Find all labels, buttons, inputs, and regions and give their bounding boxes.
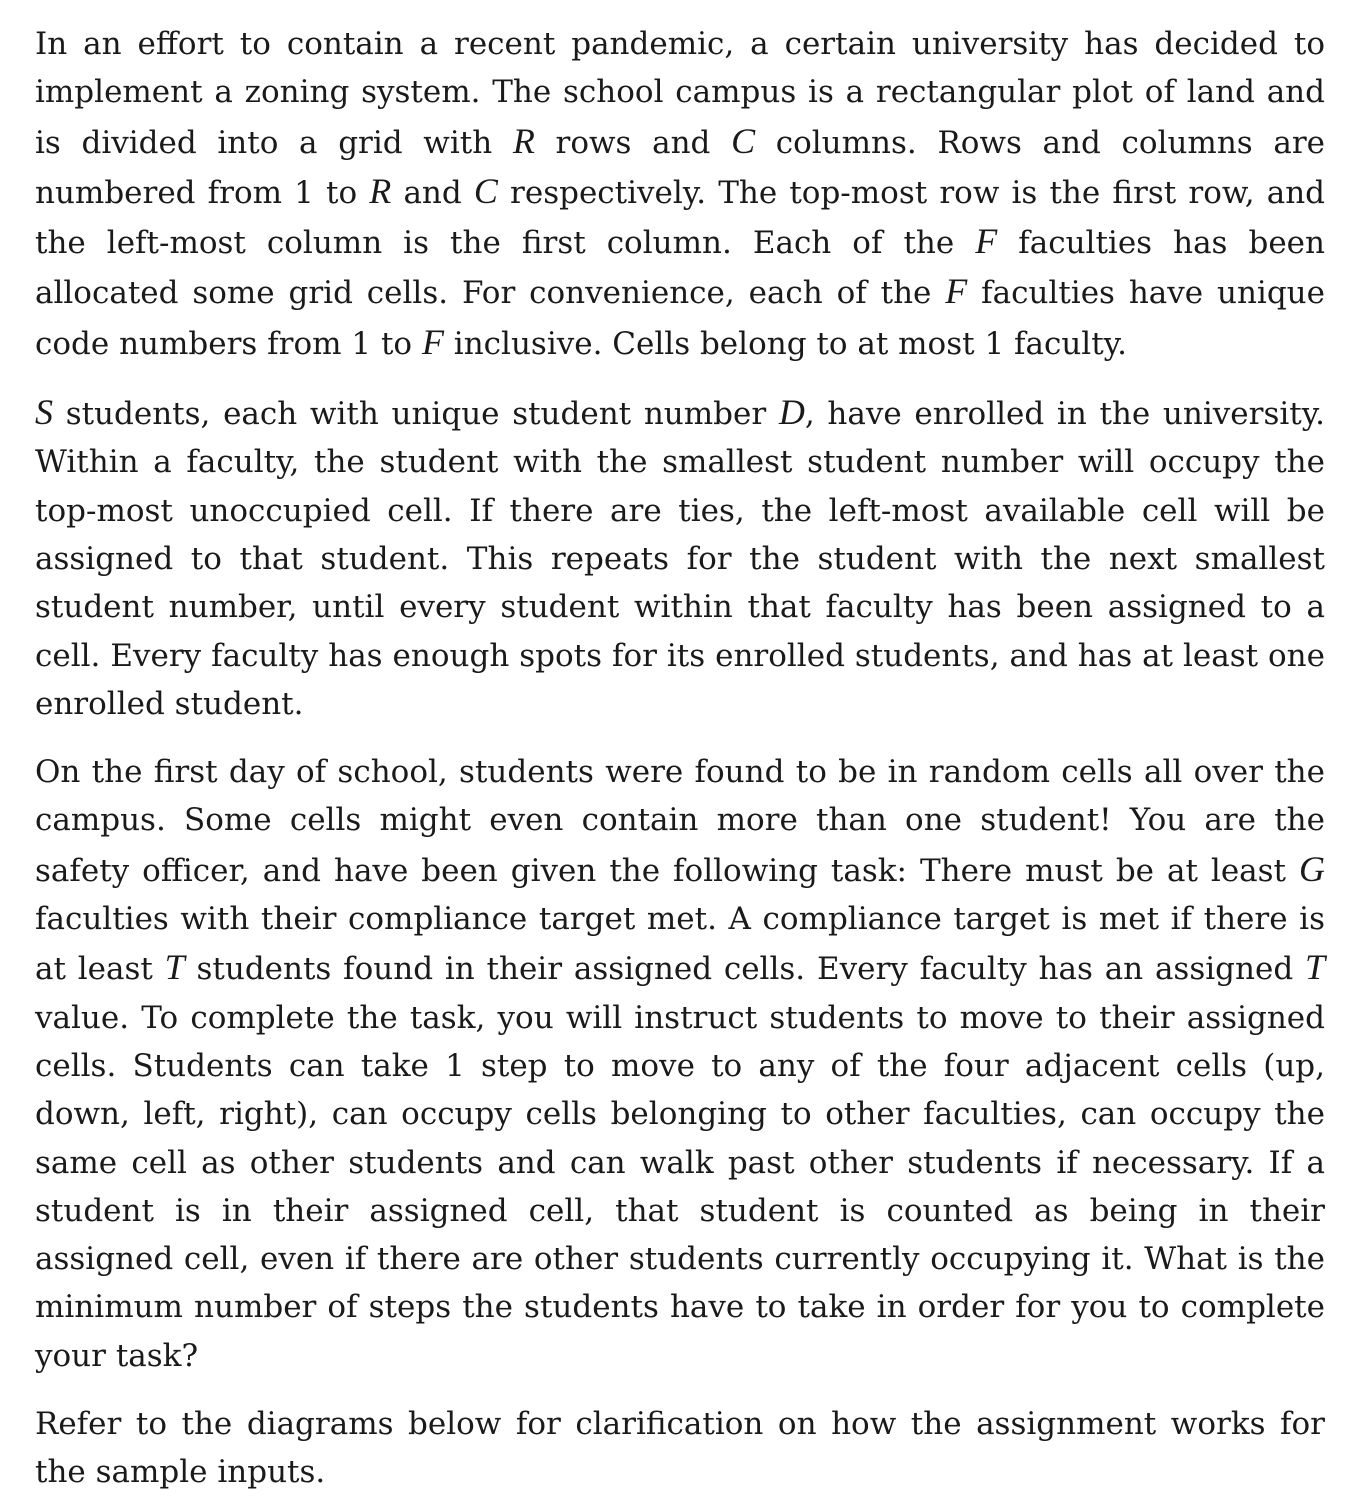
math-variable-r: R bbox=[512, 120, 535, 161]
text-run: In an effort to contain a recent pandemic, a certain university has decided to implement a zoning system. The school campus is a rectangular plot of land and is divided into a grid with bbox=[35, 26, 1325, 161]
text-run: students found in their assigned cells. Every faculty has an assigned bbox=[184, 951, 1305, 988]
text-run: respectively. The top-most row is the first row, and the left-most column is the first column. Each of the bbox=[35, 174, 1326, 262]
paragraph-zoning bbox=[35, 20, 1325, 368]
math-variable-c: C bbox=[731, 120, 756, 161]
text-run: value. To complete the task, you will instruct students to move to their assigned cells. Students can take 1 step to move to any of the four adjacent cells (up, down, left, right), can occupy cells belonging to other faculties, can occupy the same cell as other students and can walk past other students if necessary. If a student is in their assigned cell, that student is counted as being in their assigned cell, even if there are other students currently occupying it. What is the minimum number of steps the students have to take in order for you to complete your task? bbox=[35, 999, 1325, 1374]
text-run: columns. Rows and columns are numbered from 1 to bbox=[35, 124, 1326, 211]
math-variable-c: C bbox=[473, 170, 498, 211]
problem-statement bbox=[35, 20, 1325, 1497]
text-run: , have enrolled in the university. Within a faculty, the student with the smallest student number will occupy the top-most unoccupied cell. If there are ties, the left-most available cell will be assigned to that student. This repeats for the student with the next smallest student number, until every student within that faculty has been assigned to a cell. Every faculty has enough spots for its enrolled students, and has at least one enrolled student. bbox=[35, 396, 1325, 722]
math-variable-f: F bbox=[945, 271, 968, 312]
math-variable-r: R bbox=[369, 170, 392, 211]
math-variable-d: D bbox=[778, 392, 805, 433]
math-variable-f: F bbox=[975, 221, 998, 262]
paragraph-students bbox=[35, 388, 1325, 728]
text-run: and bbox=[391, 174, 474, 211]
math-variable-t: T bbox=[1304, 947, 1325, 988]
paragraph-diagrams-note bbox=[35, 1400, 1325, 1497]
math-variable-g: G bbox=[1299, 848, 1325, 889]
math-variable-s: S bbox=[35, 392, 53, 433]
math-variable-t: T bbox=[164, 947, 185, 988]
text-run: inclusive. Cells belong to at most 1 faculty. bbox=[443, 325, 1127, 362]
text-run: students, each with unique student number bbox=[53, 396, 779, 433]
text-run: rows and bbox=[534, 124, 732, 161]
text-run: faculties with their compliance target met. A compliance target is met if there is at least bbox=[35, 901, 1325, 988]
text-run: faculties has been allocated some grid cells. For convenience, each of the bbox=[35, 225, 1325, 312]
paragraph-task bbox=[35, 748, 1325, 1380]
math-variable-f: F bbox=[421, 321, 444, 362]
text-run: faculties have unique code numbers from 1 to bbox=[35, 275, 1325, 362]
text-run: On the first day of school, students were found to be in random cells all over the campus. Some cells might even contain more than one student! You are the safety officer, and have been given the following task: There must be at least bbox=[35, 754, 1325, 889]
text-run: Refer to the diagrams below for clarification on how the assignment works for the sample inputs. bbox=[35, 1406, 1325, 1491]
